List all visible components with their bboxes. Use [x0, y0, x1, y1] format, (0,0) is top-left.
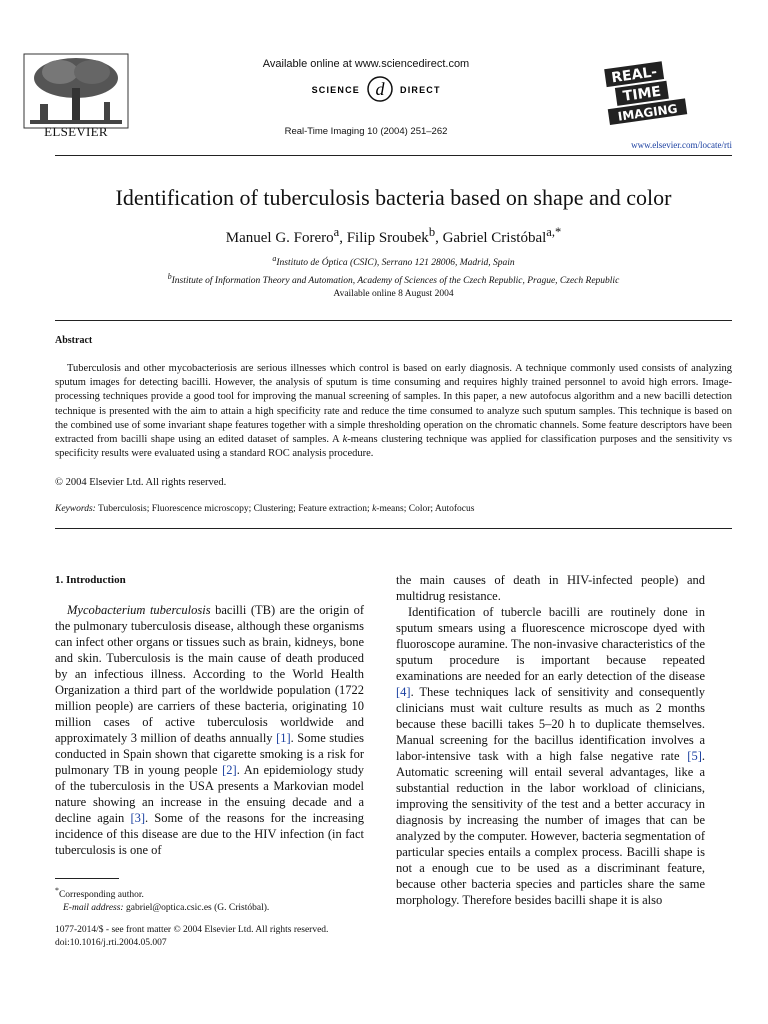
author-name: Manuel G. Forero	[225, 230, 334, 246]
body-paragraph: Identification of tubercle bacilli are routinely done in sputum smears using a fluorescence microscope dyed with fluoroscope auramine. The non-invasive characteristics of the sputum procedure is important because repeated examinations are needed for an early detection of the disease [4]. These techniques lack of sensitivity and consequently clinicians must wait culture results as much as 2 months because these bacilli takes 5–20 h to duplicate themselves. Manual screening for the bacillus identification involves a labor-intensive task with a high false negative rate [5]. Automatic screening will entail several advantages, like a substantial reduction in the labor workload of clinicians, improving the sensitivity of the test and a better accuracy in diagnosis by increasing the number of images that can be analyzed by the computer. However, bacteria segmentation of particular species entails a complex process. Bacilli shape is not a enough cue to be used as a discriminant feature, because other bacteria species and particles share the same morphology. Therefore besides bacilli shape it is also	[396, 605, 705, 907]
front-matter-line: 1077-2014/$ - see front matter © 2004 Elsevier Ltd. All rights reserved.	[55, 925, 329, 935]
author-affil-sup: b	[428, 225, 436, 239]
email-note: E-mail address: gabriel@optica.csic.es (G. Cristóbal).	[63, 903, 270, 914]
citation-link-2[interactable]: [2]	[222, 763, 237, 777]
abstract-text: Tuberculosis and other mycobacteriosis are serious illnesses which control is based on early diagnosis. A technique commonly used consists of analyzing sputum images for detecting bacilli. However, the analysis of sputum is time consuming and requires highly trained personnel to avoid high errors. Image-processing techniques provide a good tool for improving the manual screening of samples. In this paper, a new autofocus algorithm and a new bacilli detection technique is presented with the aim to attain a high specificity rate and reduce the time consumed to analyze such sputum samples. This technique is based on the combined use of some invariant shape features together with a simple thresholding operation on the chromatic channels. Some feature descriptors have been extracted from bacilli shape using an edited dataset of samples. A k-means clustering technique was applied for classification purposes and the sensitivity vs specificity results were evaluated using a standard ROC analysis procedure.	[55, 363, 732, 460]
keywords-line: Keywords: Tuberculosis; Fluorescence microscopy; Clustering; Feature extraction; k-means; Color; Autofocus	[55, 504, 475, 514]
author-list: Manuel G. Forero$^a$, Filip Sroubek$^b$, Gabriel Cristóbal$^{a,*}$	[225, 225, 562, 246]
body-paragraph-continued: the main causes of death in HIV-infected people) and multidrug resistance.	[396, 573, 705, 603]
available-online-notice: Available online at www.sciencedirect.com	[262, 58, 470, 70]
abstract-heading: Abstract	[55, 335, 93, 346]
paper-title: Identification of tuberculosis bacteria based on shape and color	[115, 185, 672, 210]
sciencedirect-logo	[296, 74, 466, 104]
author-name: Filip Sroubek	[346, 230, 429, 246]
body-column-left	[55, 572, 364, 858]
citation-link-3[interactable]: [3]	[130, 811, 146, 825]
rti-logo-line-3: IMAGING	[616, 101, 679, 124]
author-affil-sup: a	[333, 225, 340, 239]
real-time-imaging-logo	[598, 58, 690, 130]
sd-logo-left-text: SCIENCE	[311, 85, 360, 95]
journal-reference: Real-Time Imaging 10 (2004) 251–262	[284, 126, 448, 137]
affiliation: $^b$Institute of Information Theory and Automation, Academy of Sciences of the Czech Republic, Prague, Czech Republic	[167, 272, 620, 287]
sd-logo-right-text: DIRECT	[400, 85, 441, 95]
keywords-label: Keywords:	[55, 504, 96, 514]
svg-text:d: d	[375, 79, 385, 99]
body-column-right	[396, 572, 705, 908]
affiliation: $^a$Instituto de Óptica (CSIC), Serrano 121 28006, Madrid, Spain	[272, 254, 515, 269]
footnote-divider	[55, 878, 119, 879]
available-online-date: Available online 8 August 2004	[333, 289, 454, 299]
journal-url-link[interactable]: www.elsevier.com/locate/rti	[631, 140, 732, 150]
front-matter-info	[55, 924, 385, 950]
corresponding-author-note: *Corresponding author.	[55, 886, 144, 901]
section-heading-introduction: 1. Introduction	[55, 574, 126, 586]
author-name: Gabriel Cristóbal	[442, 230, 547, 246]
title-divider	[55, 320, 732, 321]
doi-line: doi:10.1016/j.rti.2004.05.007	[55, 938, 167, 948]
rti-logo-line-2: TIME	[621, 83, 663, 105]
footnotes	[55, 884, 364, 915]
author-affil-sup: a,*	[546, 225, 562, 239]
citation-link-5[interactable]: [5]	[687, 749, 702, 763]
header-divider	[55, 155, 732, 156]
keywords-divider	[55, 528, 732, 529]
body-paragraph: Mycobacterium tuberculosis bacilli (TB) are the origin of the pulmonary tuberculosis disease, although these organisms can infect other organs or tissues such as brain, kidneys, bone and skin. Tuberculosis is the main cause of death produced by an infectious illness. According to the World Health Organization a third part of the worldwide population (1722 million people) are carriers of these bacteria, originating 10 million cases of active tuberculosis worldwide and approximately 3 million of deaths annually [1]. Some studies conducted in Spain shown that cigarette smoking is a risk for pulmonary TB in young people [2]. An epidemiology study of the tuberculosis in the USA presents a Markovian model nature showing an increase in the ensuing decade and a decline again [3]. Some of the reasons for the increasing incidence of this disease are due to the HIV infection (in fact tuberculosis is one of	[55, 603, 364, 857]
rti-logo-line-1: REAL-	[610, 64, 659, 87]
publisher-name: ELSEVIER	[44, 124, 108, 139]
affiliation-list	[55, 252, 732, 288]
citation-link-4[interactable]: [4]	[396, 685, 411, 699]
abstract-copyright: © 2004 Elsevier Ltd. All rights reserved.	[55, 477, 227, 488]
citation-link-1[interactable]: [1]	[276, 731, 291, 745]
